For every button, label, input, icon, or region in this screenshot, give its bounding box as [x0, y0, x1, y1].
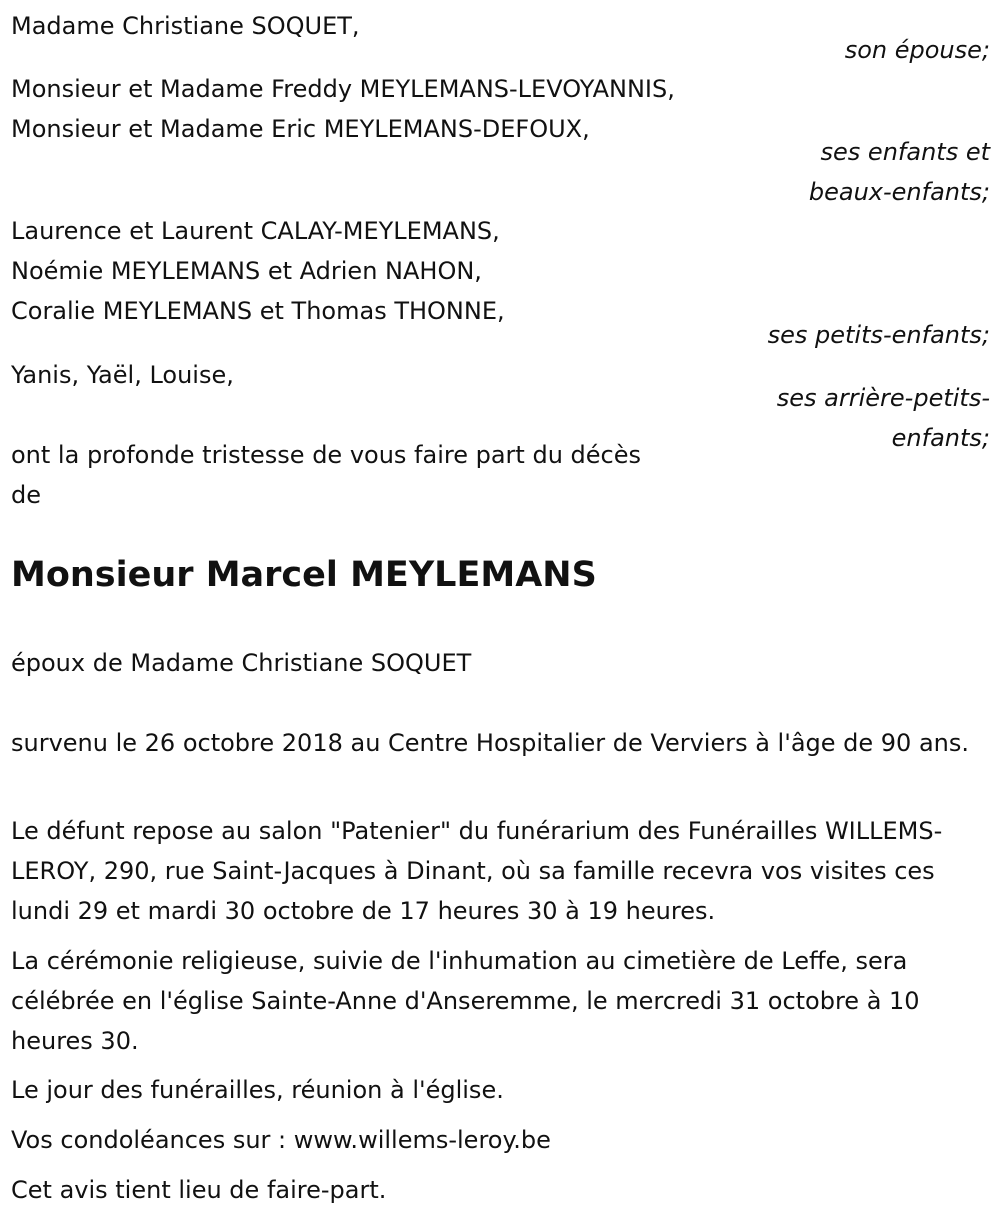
ceremony-paragraph: La cérémonie religieuse, suivie de l'inhumation au cimetière de Leffe, sera célébrée en l'église Sainte-Anne d'Anseremme, le mercredi 31 octobre à 10 heures 30. [11, 947, 920, 1055]
grandchild-1: Laurence et Laurent CALAY-MEYLEMANS, [11, 217, 500, 245]
children-role-line1: ses enfants et [820, 138, 990, 166]
announcement-line2: de [11, 481, 41, 509]
grandchild-2: Noémie MEYLEMANS et Adrien NAHON, [11, 257, 482, 285]
great-grandchildren: Yanis, Yaël, Louise, [11, 361, 234, 389]
child-2: Monsieur et Madame Eric MEYLEMANS-DEFOUX, [11, 115, 590, 143]
death-paragraph: survenu le 26 octobre 2018 au Centre Hospitalier de Verviers à l'âge de 90 ans. [11, 729, 969, 757]
deceased-name: Monsieur Marcel MEYLEMANS [11, 555, 597, 595]
reunion-paragraph: Le jour des funérailles, réunion à l'église. [11, 1076, 504, 1104]
visitation-paragraph: Le défunt repose au salon "Patenier" du funérarium des Funérailles WILLEMS-LEROY, 290, rue Saint-Jacques à Dinant, où sa famille recevra vos visites ces lundi 29 et mardi 30 octobre de 17 heures 30 à 19 heures. [11, 817, 943, 925]
announcement-line1: ont la profonde tristesse de vous faire part du décès [11, 441, 641, 469]
notice-paragraph: Cet avis tient lieu de faire-part. [11, 1176, 387, 1204]
condolences-paragraph: Vos condoléances sur : www.willems-leroy.be [11, 1126, 551, 1154]
grandchild-3: Coralie MEYLEMANS et Thomas THONNE, [11, 297, 505, 325]
great-grandchildren-role-line2: enfants; [891, 424, 990, 452]
spouse-name: Madame Christiane SOQUET, [11, 12, 360, 40]
spouse-of: époux de Madame Christiane SOQUET [11, 649, 472, 677]
children-role-line2: beaux-enfants; [808, 178, 990, 206]
grandchildren-role: ses petits-enfants; [767, 321, 990, 349]
great-grandchildren-role-line1: ses arrière-petits- [776, 384, 990, 412]
spouse-role: son épouse; [844, 36, 990, 64]
child-1: Monsieur et Madame Freddy MEYLEMANS-LEVOYANNIS, [11, 75, 675, 103]
